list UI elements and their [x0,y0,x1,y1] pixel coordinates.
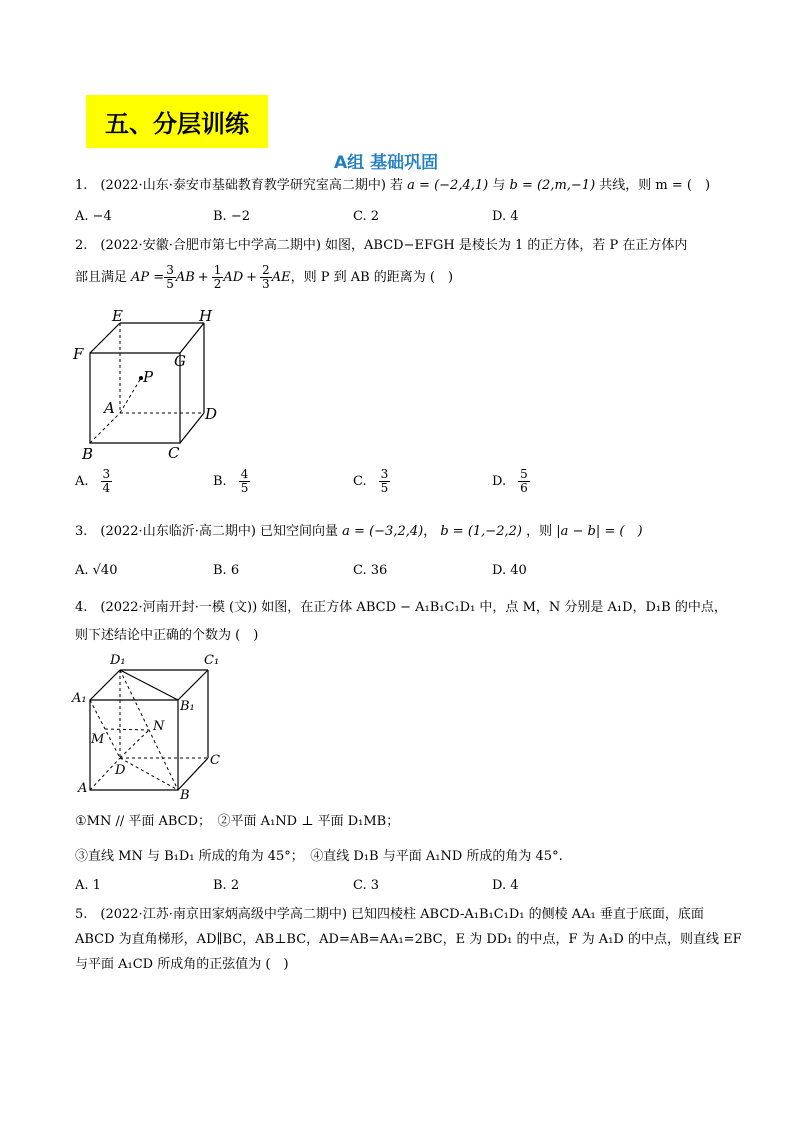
q3-option-d: D. 40 [492,563,527,578]
question-1 [75,176,710,196]
label-F: F [73,345,84,363]
q2-line-1: 2. (2022·安徽·合肥市第七中学高二期中) 如图，ABCD−EFGH 是棱长为 1 的正方体，若 P 在正方体内 [75,238,688,253]
q3-option-b: B. 6 [213,563,240,578]
q2-option-a: A. $\frac{3}{4}$ [75,467,111,495]
q2-option-b: B. $\frac{4}{5}$ [213,467,249,495]
q1-text-c: 共线，则 m = ( ) [599,178,711,193]
q2-vec-2: AD [223,269,244,285]
q2-line2-post: ，则 P 到 AB 的距离为 ( ) [290,269,454,285]
label-D: D [115,763,126,778]
q4-line-1: 4. (2022·河南开封·一模 (文)) 如图，在正方体 ABCD − A₁B₁C₁D₁ 中，点 M，N 分别是 A₁D，D₁B 的中点， [75,600,727,615]
q2-cube-figure [68,306,228,464]
section-banner [86,95,268,148]
q5-line-2: ABCD 为直角梯形，AD∥BC，AB⊥BC，AD=AB=AA₁=2BC，E 为 DD₁ 的中点，F 为 A₁D 的中点，则直线 EF [75,932,742,947]
q5-line-3: 与平面 A₁CD 所成角的正弦值为 ( ) [75,957,289,972]
label-E: E [112,307,123,325]
q5-line-1: 5. (2022·江苏·南京田家炳高级中学高二期中) 已知四棱柱 ABCD-A₁B₁C₁D₁ 的侧棱 AA₁ 垂直于底面，底面 [75,907,704,922]
q1-option-d: D. 4 [492,209,519,224]
q3-vector-a: a = (−3,2,4) [342,524,424,539]
q2-coef-1: $\frac{3}{5}$ [166,263,174,291]
q2-vec-1: AB [175,269,195,285]
q2-coef-3: $\frac{2}{3}$ [262,263,270,291]
label-N: N [153,719,165,734]
label-B1: B₁ [180,699,195,714]
q2-option-c: C. $\frac{3}{5}$ [353,467,389,495]
q1-vector-b: b = (2,m,−1) [509,178,596,193]
segment-DB [120,758,178,790]
edge-BA-hidden [90,413,120,443]
label-P: P [143,368,154,386]
q1-option-c: C. 2 [353,209,380,224]
q4-statements-3-4: ③直线 MN 与 B₁D₁ 所成的角为 45°； ④直线 D₁B 与平面 A₁ND 所成的角为 45°. [75,849,563,864]
question-3: 3. (2022·山东临沂·高二期中) 已知空间向量 a = (−3,2,4)， b = (1,−2,2) ，则 |a − b| = ( ) [75,524,643,539]
label-C: C [210,753,220,768]
label-A: A [78,781,88,796]
label-H: H [199,307,213,325]
q1-text-a: 1. (2022·山东·泰安市基础教育教学研究室高二期中) 若 [75,178,404,193]
edge-B1C1 [178,670,208,700]
q3-option-a: A. √40 [75,563,118,578]
q3-text: 3. (2022·山东临沂·高二期中) 已知空间向量 [75,524,339,539]
segment-AP [120,378,141,413]
q4-line-2: 则下述结论中正确的个数为 ( ) [75,628,259,643]
group-title: A组 基础巩固 [334,153,439,173]
q4-option-d: D. 4 [492,878,519,893]
label-A1: A₁ [72,691,87,706]
segment-DN [120,730,149,758]
label-C: C [168,444,180,462]
diag-D1B1 [120,670,178,700]
q4-option-b: B. 2 [213,878,240,893]
label-D: D [205,405,218,423]
q4-option-a: A. 1 [75,878,101,893]
segment-MN [105,729,149,730]
q1-vector-a: a = (−2,4,1) [407,178,489,193]
q2-coef-2: $\frac{1}{2}$ [213,263,222,291]
edge-A1D1 [90,670,120,700]
label-D1: D₁ [110,653,126,668]
q3-abs-expr: |a − b| = ( ) [556,524,643,539]
edge-BC [178,758,208,790]
q3-option-c: C. 36 [353,563,388,578]
label-B: B [82,445,94,463]
label-C1: C₁ [204,653,220,668]
q2-line-2: 部且满足 AP = $\frac{3}{5}$ AB + $\frac{1}{2}$ AD + $\frac{2}{3}$ AE ，则 P 到 AB 的距离为 ( ) [75,263,454,291]
edge-GH [180,323,204,353]
q1-option-b: B. −2 [213,209,250,224]
q3-text-end: ，则 [526,524,553,539]
q1-text-b: 与 [492,178,506,193]
q3-vector-b: b = (1,−2,2) [440,524,522,539]
q2-vec-3: AE [271,269,291,285]
q4-cube-figure [68,650,233,802]
q4-statements-1-2: ①MN // 平面 ABCD； ②平面 A₁ND ⊥ 平面 D₁MB； [75,814,400,829]
q2-expr-lhs: AP = [131,269,165,285]
section-title: 五、分层训练 [105,110,249,138]
edge-CD [180,413,204,443]
q2-line2-pre: 部且满足 [75,269,128,285]
q4-option-c: C. 3 [353,878,380,893]
q1-option-a: A. −4 [75,209,112,224]
label-M: M [91,732,105,747]
label-A: A [104,399,115,417]
q2-option-d: D. $\frac{5}{6}$ [492,467,528,495]
edge-FE [90,323,120,353]
label-B: B [180,788,190,802]
label-G: G [174,352,186,370]
